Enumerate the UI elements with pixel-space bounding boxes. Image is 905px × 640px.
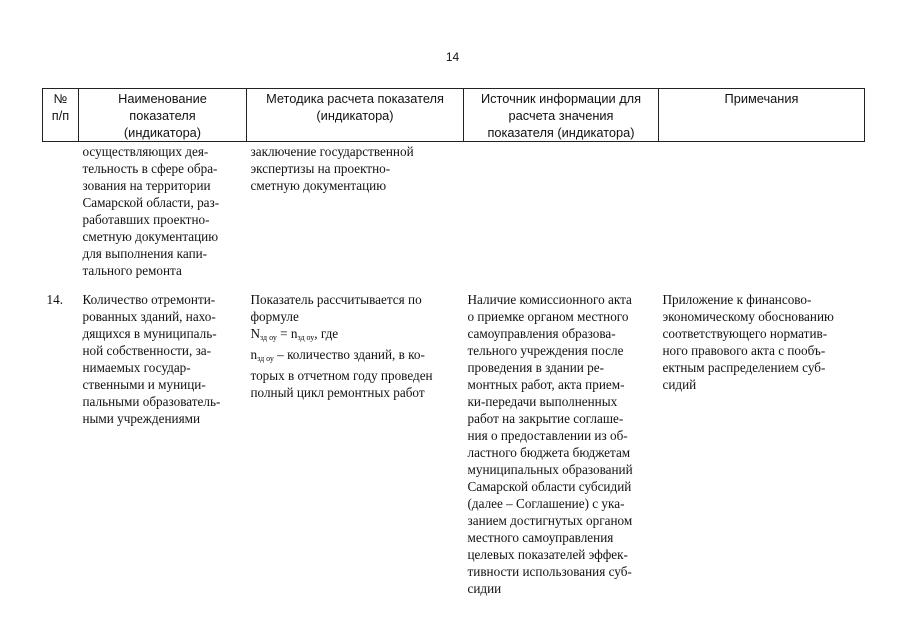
- information-source: Наличие комиссионного акта о приемке органом местного самоуправления образова- тельного учреждения после проведения в здании ре- монтных работ, акта прием- ки-передачи выполненных работ на закрытие соглаше- ния о предоставлении из об- ластного бюджета бюджетам муниципальных образований Самарской области субсидий (далее – Соглашение) с ука- занием достигнутых органом местного самоуправления целевых показателей эффек- тивности использования суб- сидии: [467, 292, 633, 596]
- indicator-name: Количество отремонти- рованных зданий, нахо- дящихся в муниципаль- ной собственности, за- нимаемых государ- ственными и муници- пальными образователь- ными учреждениями: [82, 292, 221, 426]
- information-source: [464, 142, 659, 280]
- formula-where: , где: [314, 326, 339, 341]
- definition-variable: n: [250, 347, 258, 362]
- table-row: [43, 279, 865, 597]
- formula: [251, 325, 460, 346]
- table-row: [43, 142, 865, 280]
- formula-equals: =: [276, 326, 291, 341]
- header-information-source: Источник информации для расчета значения показателя (индикатора): [464, 89, 659, 142]
- indicators-table: [42, 88, 865, 597]
- calculation-method: заключение государственной экспертизы на проектно- сметную документацию: [250, 144, 414, 193]
- formula-subscript: зд оу: [260, 333, 277, 342]
- definition-subscript: зд оу: [257, 354, 274, 363]
- page-number: 14: [445, 50, 460, 64]
- calculation-method: [247, 279, 464, 597]
- header-notes: Примечания: [659, 89, 865, 142]
- definition-text: – количество зданий, в ко- торых в отчетном году проведен полный цикл ремонтных работ: [250, 347, 433, 400]
- formula-variable-subscript: зд оу: [297, 333, 315, 342]
- formula-variable: n: [290, 326, 298, 341]
- notes: Приложение к финансово- экономическому обоснованию соответствующего норматив- ного правового акта с пообъ- ектным распределением суб- сидий: [662, 292, 834, 392]
- indicator-name: осуществляющих дея- тельность в сфере обра- зования на территории Самарской области, раз- работавших проектно- сметную документацию для выполнения капи- тального ремонта: [82, 144, 220, 278]
- variable-definition: [251, 346, 460, 401]
- notes: [659, 142, 865, 280]
- row-number: 14.: [46, 292, 63, 307]
- header-calculation-method: Методика расчета показателя (индикатора): [247, 89, 464, 142]
- table-header-row: [43, 89, 865, 142]
- header-number: № п/п: [43, 89, 79, 142]
- method-intro: Показатель рассчитывается по формуле: [250, 292, 422, 324]
- formula-symbol: N: [250, 326, 261, 341]
- header-indicator-name: Наименование показателя (индикатора): [79, 89, 247, 142]
- row-number: [43, 142, 79, 280]
